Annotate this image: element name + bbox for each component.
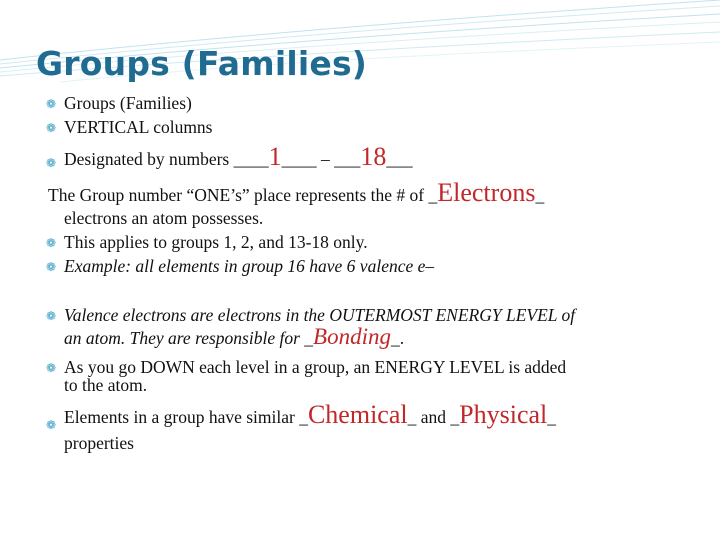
bullet-icon: ❁ [46, 418, 57, 432]
bullet-similar-properties [64, 400, 556, 429]
bullet-icon: ❁ [46, 361, 57, 375]
valence-continuation [64, 326, 404, 349]
answer-physical: Physical [459, 400, 548, 429]
energy-level-continuation: to the atom. [64, 375, 148, 395]
group-number-trailing: _ [535, 185, 545, 205]
bullet-icon: ❁ [46, 121, 57, 135]
bullet-groups-families: Groups (Families) [64, 93, 192, 113]
bullet-icon: ❁ [46, 97, 57, 111]
properties-continuation: properties [64, 433, 134, 453]
group-number-label: The Group number “ONE’s” place represents the # of _ [48, 185, 438, 205]
similar-conjunction: _ and _ [407, 407, 460, 427]
valence-responsible-label: an atom. They are responsible for _ [64, 328, 314, 348]
similar-trailing: _ [547, 407, 556, 427]
bullet-example-valence: Example: all elements in group 16 have 6 valence e– [64, 256, 435, 276]
answer-chemical: Chemical [307, 400, 408, 429]
designated-label: Designated by numbers ____ [64, 149, 269, 169]
bullet-energy-level: As you go DOWN each level in a group, an ENERGY LEVEL is added [64, 357, 567, 377]
valence-trailing: _. [391, 328, 405, 348]
bullet-icon: ❁ [46, 309, 57, 323]
designated-trailing: ___ [386, 149, 413, 169]
bullet-icon: ❁ [46, 156, 57, 170]
answer-bonding: Bonding [313, 324, 391, 349]
bullet-valence-definition: Valence electrons are electrons in the OUTERMOST ENERGY LEVEL of [64, 305, 576, 325]
similar-label: Elements in a group have similar _ [64, 407, 308, 427]
answer-electrons: Electrons [437, 178, 536, 207]
group-number-continuation: electrons an atom possesses. [64, 208, 264, 228]
answer-group-last: 18 [360, 142, 387, 171]
designated-separator: ____ – ___ [281, 149, 361, 169]
bullet-designated-numbers [64, 142, 413, 171]
bullet-icon: ❁ [46, 236, 57, 250]
bullet-vertical-columns: VERTICAL columns [64, 117, 213, 137]
group-number-statement [48, 178, 545, 207]
slide-title: Groups (Families) [36, 44, 368, 83]
bullet-applies-groups: This applies to groups 1, 2, and 13-18 only. [64, 232, 368, 252]
bullet-icon: ❁ [46, 260, 57, 274]
answer-group-first: 1 [268, 142, 282, 171]
